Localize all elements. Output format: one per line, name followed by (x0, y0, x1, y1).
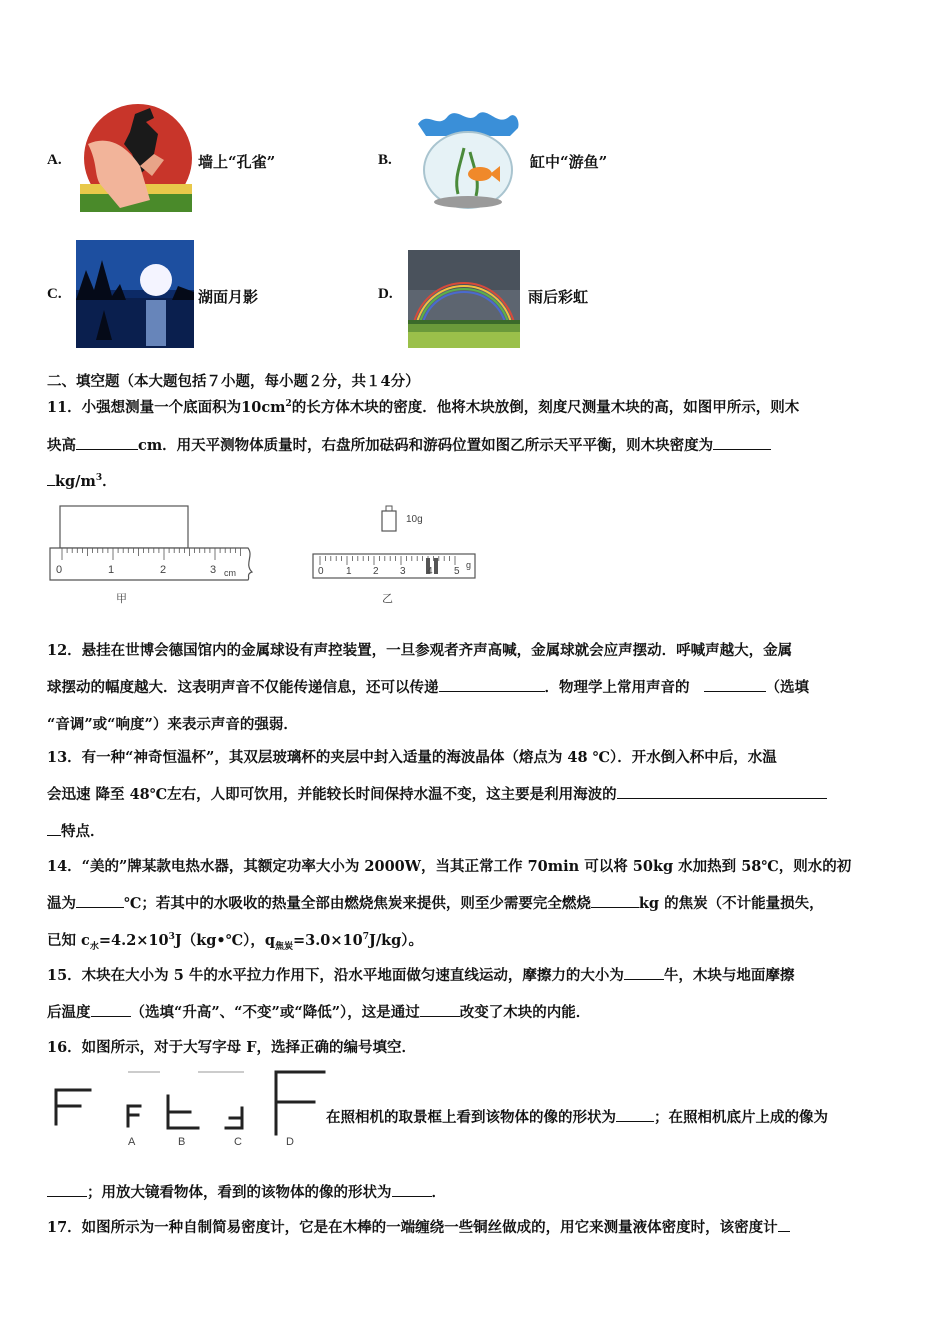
q11-line-3: $kg/m^3$． (47, 470, 117, 491)
q16-letter-f-figure (48, 1066, 328, 1154)
q16-blank-viewfinder[interactable] (616, 1107, 654, 1122)
option-c-letter: C. (47, 286, 62, 302)
yi-tick-3: 3 (400, 566, 406, 577)
q17-line-1: 17．如图所示为一种自制简易密度计，它是在木棒的一端缠绕一些铜丝做成的，用它来测量液体密度时，该密度计 (47, 1216, 790, 1237)
q11-blank-density-b[interactable] (47, 471, 55, 486)
hand-shadow-peacock-image (80, 104, 192, 212)
f-option-a (128, 1106, 140, 1126)
q14-line-3: 已知 $c_水=4.2\times 10^3J(kg•℃)$，$q_{焦炭}=3.0\times 10^7J/kg$）。 (47, 932, 424, 952)
q11-line-2: 块高 cm．用天平测物体质量时，右盘所加砝码和游码位置如图乙所示天平平衡，则木块密度为 (47, 434, 771, 455)
f-original (56, 1090, 90, 1124)
wood-block (60, 506, 188, 548)
jia-tick-3: 3 (210, 564, 217, 576)
option-c-caption: 湖面月影 (198, 288, 259, 306)
yi-tick-0: 0 (318, 566, 324, 577)
q16-label-d: D (286, 1136, 294, 1148)
q13-line-2: 会迅速 降至 48℃左右，人即可饮用，并能较长时间保持水温不变，这主要是利用海波的 (47, 783, 827, 804)
jia-tick-0: 0 (56, 564, 63, 576)
f-option-c (226, 1108, 242, 1128)
lake-moon-image (76, 240, 194, 348)
section-heading: 二、填空题（本大题包括７小题，每小题２分，共１4分） (47, 373, 420, 390)
q13-blank-b[interactable] (47, 821, 61, 836)
weight-10g (382, 511, 396, 531)
option-a-caption: 墙上“孔雀” (198, 153, 276, 171)
goldfish-bowl-image (414, 108, 522, 212)
jia-label: 甲 (116, 593, 127, 605)
f-option-d (276, 1072, 324, 1134)
q15-blank-friction[interactable] (624, 965, 664, 980)
yi-weight-label: 10g (406, 514, 423, 525)
yi-tick-1: 1 (346, 566, 352, 577)
ruler-body (50, 548, 252, 580)
q13-line-1: 13．有一种“神奇恒温杯”，其双层玻璃杯的夹层中封入适量的海波晶体（熔点为 48 ℃）．开水倒入杯中后，水温 (47, 749, 777, 766)
q16-label-b: B (178, 1136, 186, 1148)
option-d-caption: 雨后彩虹 (528, 288, 589, 306)
jia-unit: cm (224, 568, 236, 578)
q12-blank-1[interactable] (439, 677, 545, 692)
q13-line-3: 特点． (47, 820, 105, 841)
rainbow-image (408, 250, 520, 348)
yi-unit: g (466, 560, 472, 570)
q13-blank-a[interactable] (617, 784, 827, 799)
q12-line-1: 12．悬挂在世博会德国馆内的金属球设有声控装置，一旦参观者齐声高喊，金属球就会应声摆动．呼喊声越大，金属 (47, 642, 793, 659)
q16-label-a: A (128, 1136, 136, 1148)
q14-line-1: 14．“美的”牌某款电热水器，其额定功率大小为 2000W，当其正常工作 70min 可以将 50kg 水加热到 58℃，则水的初 (47, 858, 852, 875)
q12-line-2: 球摆动的幅度越大．这表明声音不仅能传递信息，还可以传递 ．物理学上常用声音的 （选填 (47, 679, 809, 696)
q11-line-1: 11．小强想测量一个底面积为$10cm^2$的长方体木块的密度．他将木块放倒，刻度尺测量木块的高，如图甲所示，则木 (47, 399, 800, 416)
q11-blank-density-a[interactable] (713, 435, 771, 450)
f-option-b (168, 1096, 198, 1128)
q15-blank-method[interactable] (420, 1002, 460, 1017)
q16-blank-film[interactable] (47, 1182, 87, 1197)
option-b-letter: B. (378, 152, 392, 168)
q14-blank-coke[interactable] (591, 893, 639, 908)
q16-blank-magnifier[interactable] (392, 1182, 432, 1197)
q15-line-2: 后温度 （选填“升高”、“不变”或“降低”），这是通过 改变了木块的内能． (47, 1004, 591, 1021)
q16-label-c: C (234, 1136, 242, 1148)
yi-tick-5: 5 (454, 566, 460, 577)
q16-line-3: ；用放大镜看物体，看到的该物体的像的形状为 ． (47, 1181, 446, 1202)
option-d-letter: D. (378, 286, 393, 302)
figure-yi-balance (310, 504, 480, 608)
q15-line-1: 15．木块在大小为 5 牛的水平拉力作用下，沿水平地面做匀速直线运动，摩擦力的大小为 牛，木块与地面摩擦 (47, 967, 795, 984)
option-b-caption: 缸中“游鱼” (530, 153, 608, 171)
figure-jia-ruler (48, 504, 258, 608)
q16-line-1: 16．如图所示，对于大写字母 F，选择正确的编号填空． (47, 1039, 417, 1056)
jia-tick-1: 1 (108, 564, 115, 576)
q12-blank-2[interactable] (704, 677, 766, 692)
yi-tick-2: 2 (373, 566, 379, 577)
q15-blank-temp[interactable] (91, 1002, 131, 1017)
q12-line-3: “音调”或“响度”）来表示声音的强弱． (47, 716, 298, 733)
q14-line-2: 温为 ℃；若其中的水吸收的热量全部由燃烧焦炭来提供，则至少需要完全燃烧 kg 的焦炭（不计能量损失， (47, 895, 824, 912)
q14-blank-temp[interactable] (76, 893, 124, 908)
q17-blank[interactable] (778, 1217, 790, 1232)
yi-tick-4: 4 (427, 566, 433, 577)
jia-tick-2: 2 (160, 564, 167, 576)
yi-label: 乙 (382, 593, 393, 605)
option-a-letter: A. (47, 152, 62, 168)
q16-line-2: 在照相机的取景框上看到该物体的像的形状为 ；在照相机底片上成的像为 (326, 1109, 828, 1126)
beam-scale (313, 554, 475, 578)
q11-blank-height[interactable] (76, 435, 138, 450)
